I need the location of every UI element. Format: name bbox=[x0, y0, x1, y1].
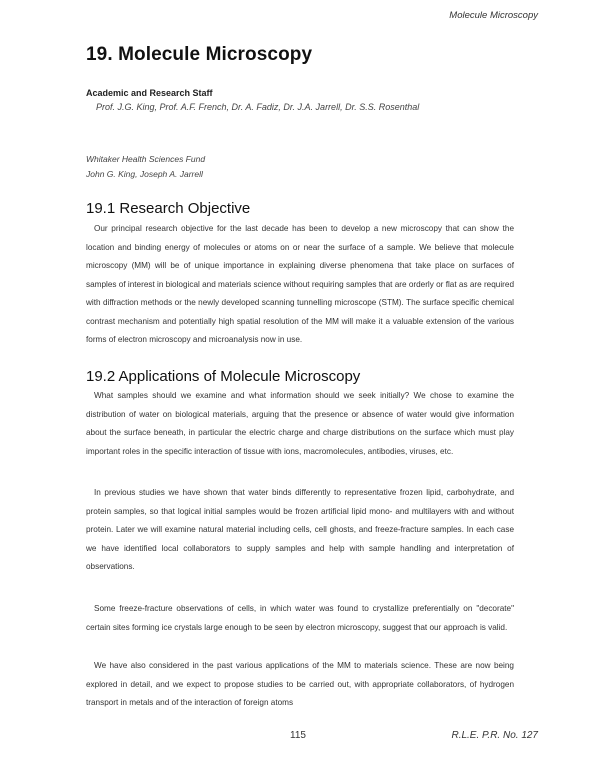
report-number: R.L.E. P.R. No. 127 bbox=[451, 730, 538, 741]
paragraph-applications-3: Some freeze-fracture observations of cells, in which water was found to crystallize preferentially on "decorate" certain sites forming ice crystals large enough to be seen by electron microscopy, suggest that our approach is valid. bbox=[86, 604, 514, 632]
funding-block bbox=[86, 152, 205, 182]
funding-people: John G. King, Joseph A. Jarrell bbox=[86, 169, 203, 179]
paragraph-applications-1: What samples should we examine and what information should we seek initially? We chose to examine the distribution of water on biological materials, arguing that the presence or absence of water would give information about the surface beneath, in particular the electric charge and charge distributions on the surface which must play important roles in the specific interaction of tissue with ions, macromolecules, antibodies, viruses, etc. bbox=[86, 391, 514, 456]
funding-source: Whitaker Health Sciences Fund bbox=[86, 154, 206, 164]
running-head: Molecule Microscopy bbox=[449, 10, 538, 21]
paragraph-research-objective: Our principal research objective for the last decade has been to develop a new microscopy that can show the location and binding energy of molecules or atoms on or near the surface of a sample. We believe that molecule microscopy (MM) will be of unique importance in explaining diverse phenomena that take place on surfaces of samples of interest in biological and materials science without requiring samples that are orderly or flat as are required with diffraction methods or the newly developed scanning tunnelling microscope (STM). The surface specific chemical contrast mechanism and potentially high spatial resolution of the MM will make it a valuable extension of the various forms of electron microscopy and microanalysis now in use. bbox=[86, 224, 514, 344]
staff-heading: Academic and Research Staff bbox=[86, 88, 213, 98]
paragraph-applications-2: In previous studies we have shown that water binds differently to representative frozen lipid, carbohydrate, and protein samples, so that logical initial samples would be frozen artificial lipid mono- and multilayers with and without protein. Later we will examine natural material including cells, cell ghosts, and freeze-fracture samples. In each case we have identified local collaborators to supply samples and help with sample handling and interpretation of observations. bbox=[86, 488, 514, 571]
staff-names: Prof. J.G. King, Prof. A.F. French, Dr. A. Fadiz, Dr. J.A. Jarrell, Dr. S.S. Rosenthal bbox=[96, 102, 420, 112]
paragraph-applications-4: We have also considered in the past various applications of the MM to materials science. These are now being explored in detail, and we expect to propose studies to be carried out, with appropriate collaborators, of hydrogen transport in metals and of the interaction of foreign atoms bbox=[86, 661, 514, 707]
page-number: 115 bbox=[290, 730, 306, 741]
chapter-title: 19. Molecule Microscopy bbox=[86, 44, 313, 65]
section-heading-applications: 19.2 Applications of Molecule Microscopy bbox=[86, 368, 361, 385]
section-heading-research-objective: 19.1 Research Objective bbox=[86, 200, 251, 217]
